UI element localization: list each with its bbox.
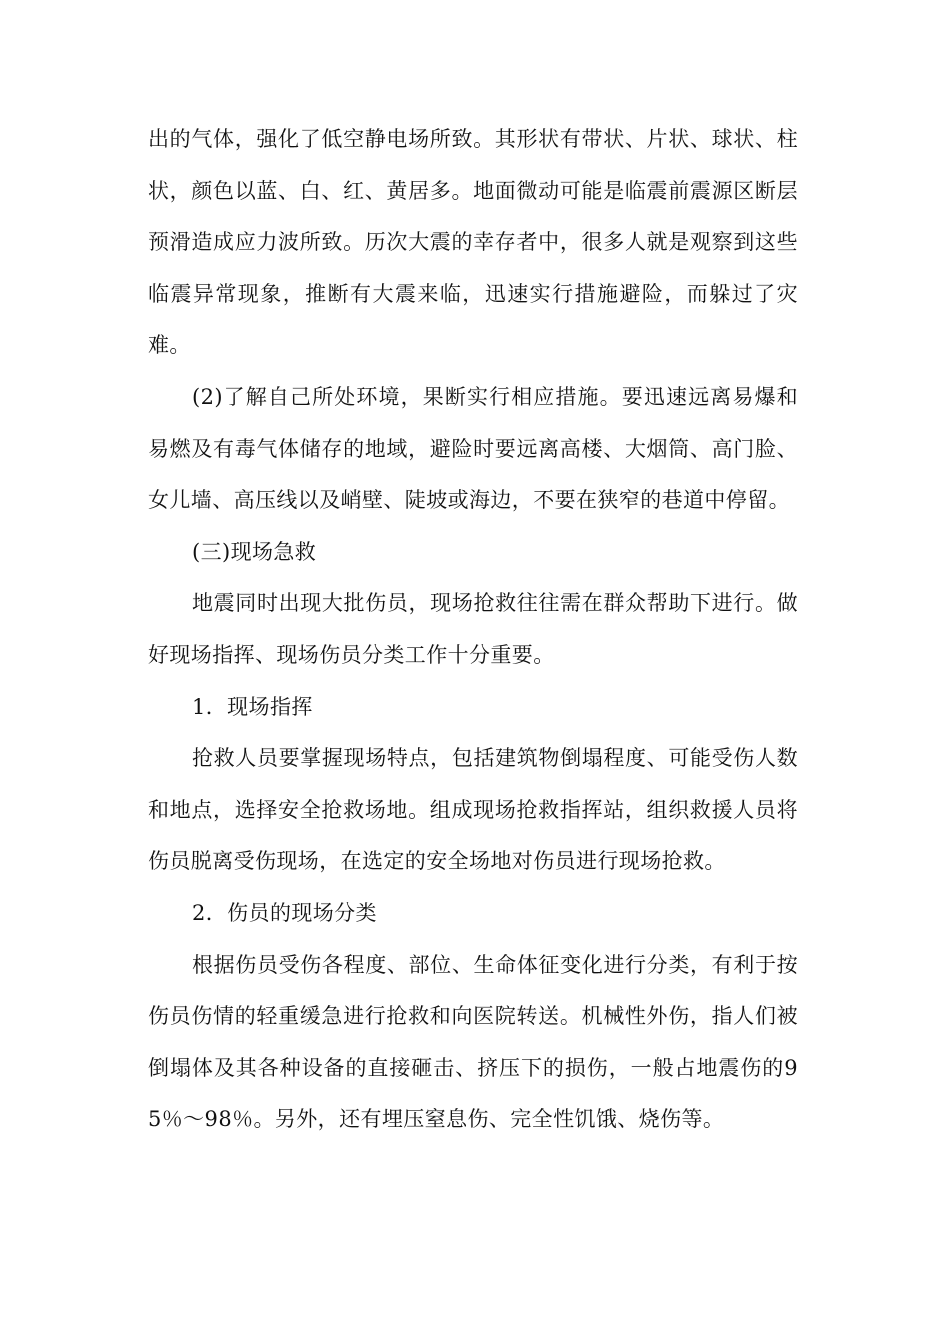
subheading-onsite-command: 1．现场指挥 bbox=[192, 694, 313, 719]
section-heading-onsite-first-aid: (三)现场急救 bbox=[192, 539, 317, 564]
paragraph-environment-measures: (2)了解自己所处环境，果断实行相应措施。要迅速远离易爆和易燃及有毒气体储存的地域，避险时要远离高楼、大烟筒、高门脸、女儿墙、高压线以及峭壁、陡坡或海边，不要在狭窄的巷道中停留。 bbox=[148, 384, 798, 513]
paragraph-onsite-command: 抢救人员要掌握现场特点，包括建筑物倒塌程度、可能受伤人数和地点，选择安全抢救场地。组成现场抢救指挥站，组织救援人员将伤员脱离受伤现场，在选定的安全场地对伤员进行现场抢救。 bbox=[148, 746, 798, 874]
document-page bbox=[148, 114, 798, 1146]
paragraph-first-aid-intro: 地震同时出现大批伤员，现场抢救往往需在群众帮助下进行。做好现场指挥、现场伤员分类工作十分重要。 bbox=[148, 591, 798, 667]
subheading-casualty-triage: 2．伤员的现场分类 bbox=[192, 900, 377, 925]
paragraph-casualty-triage: 根据伤员受伤各程度、部位、生命体征变化进行分类，有利于按伤员伤情的轻重缓急进行抢救和向医院转送。机械性外伤，指人们被倒塌体及其各种设备的直接砸击、挤压下的损伤，一般占地震伤的95％～98％。另外，还有埋压窒息伤、完全性饥饿、烧伤等。 bbox=[148, 952, 798, 1132]
paragraph-continuation: 出的气体，强化了低空静电场所致。其形状有带状、片状、球状、柱状，颜色以蓝、白、红、黄居多。地面微动可能是临震前震源区断层预滑造成应力波所致。历次大震的幸存者中，很多人就是观察到这些临震异常现象，推断有大震来临，迅速实行措施避险，而躲过了灾难。 bbox=[148, 127, 798, 358]
